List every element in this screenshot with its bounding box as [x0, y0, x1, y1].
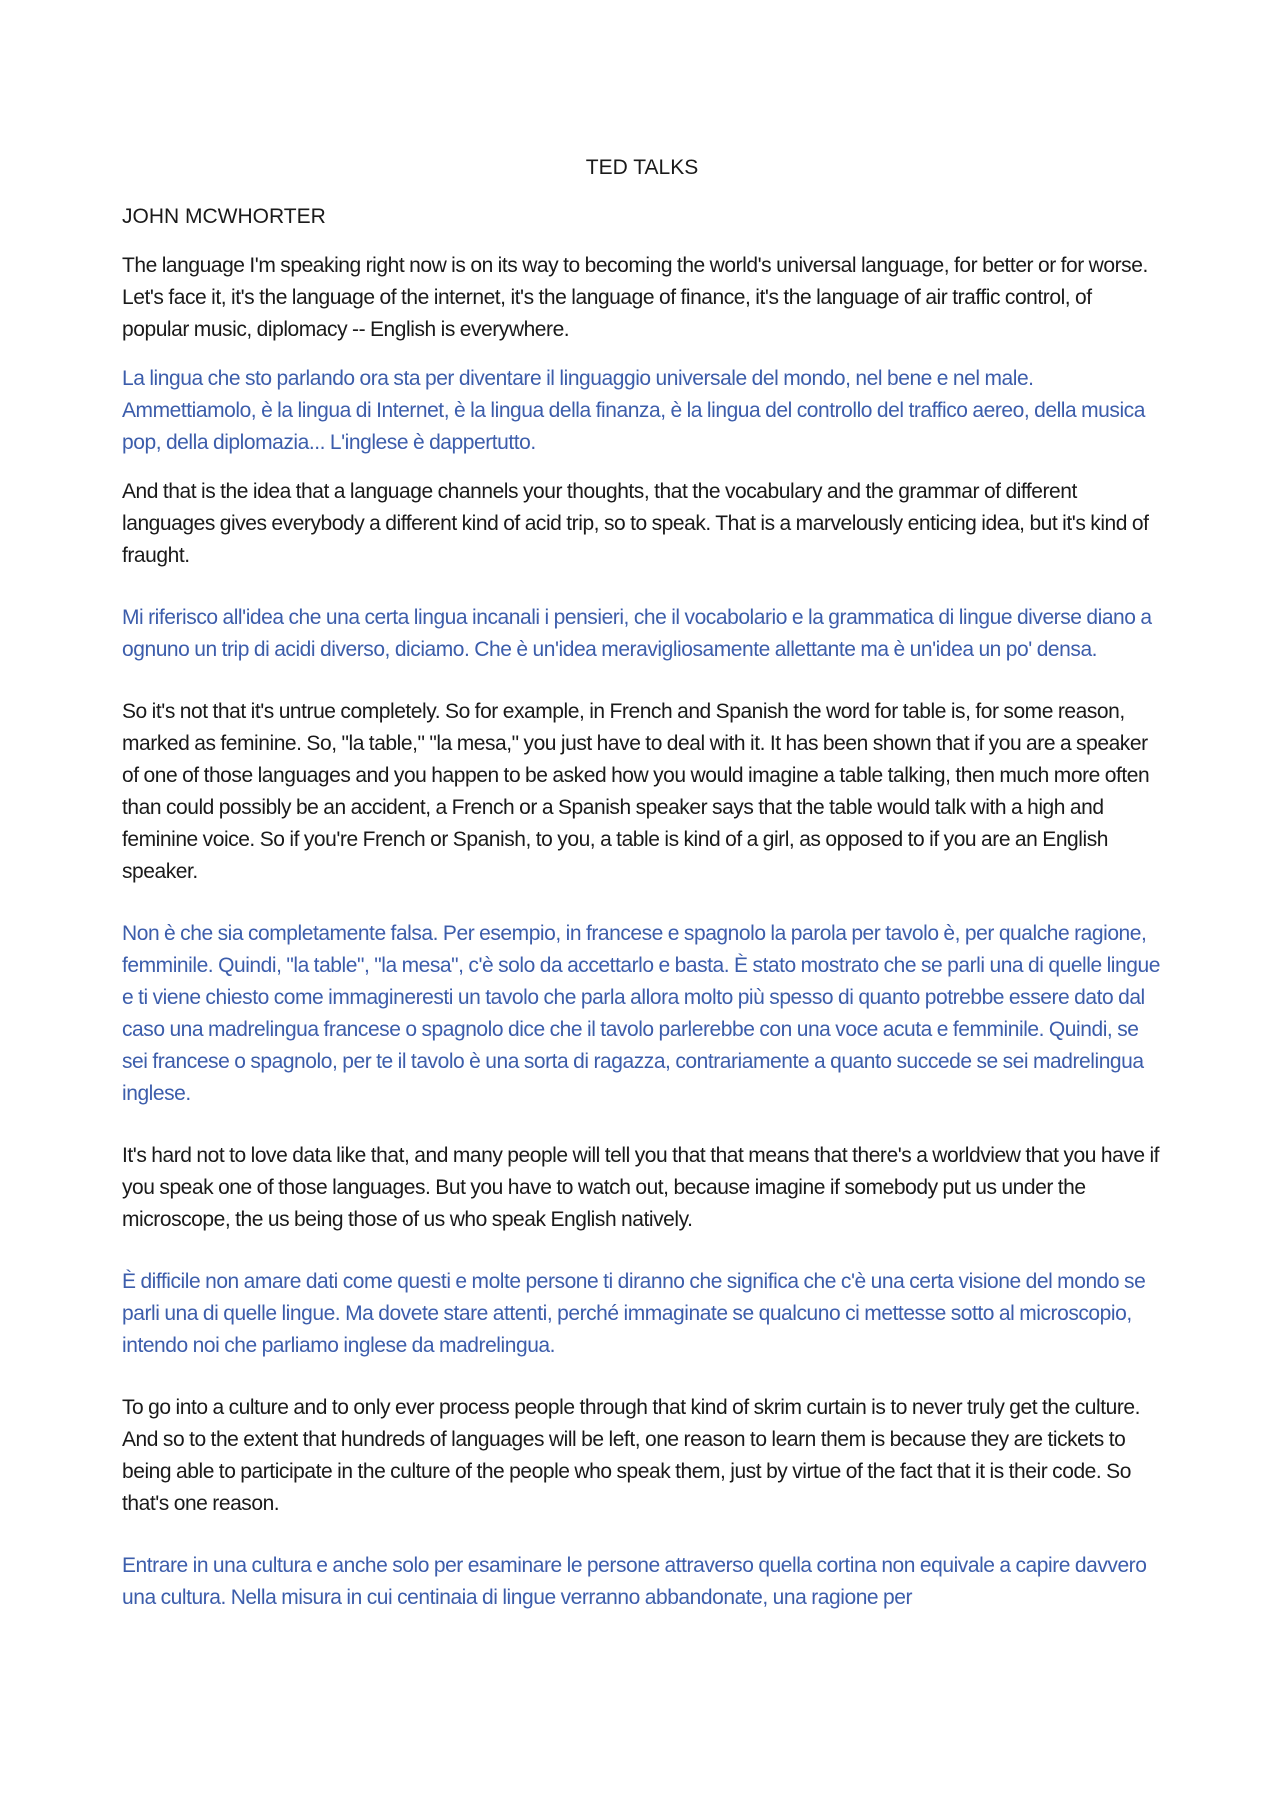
paragraph-italian-1: La lingua che sto parlando ora sta per diventare il linguaggio universale del mondo, nel bene e nel male. Ammettiamolo, è la lingua di Internet, è la lingua della finanza, è la lingua del controllo del traffico aereo, della musica pop, della diplomazia... L'inglese è dappertutto. [122, 367, 1145, 454]
document-body [122, 152, 1162, 1614]
paragraph-italian-3: Non è che sia completamente falsa. Per esempio, in francese e spagnolo la parola per tavolo è, per qualche ragione, femminile. Quindi, "la table", "la mesa", c'è solo da accettarlo e basta. È stato mostrato che se parli una di quelle lingue e ti viene chiesto come immagineresti un tavolo che parla allora molto più spesso di quanto potrebbe essere dato dal caso una madrelingua francese o spagnolo dice che il tavolo parlerebbe con una voce acuta e femminile. Quindi, se sei francese o spagnolo, per te il tavolo è una sorta di ragazza, contrariamente a quanto succede se sei madrelingua inglese. [122, 922, 1160, 1105]
paragraph-italian-2: Mi riferisco all'idea che una certa lingua incanali i pensieri, che il vocabolario e la grammatica di lingue diverse diano a ognuno un trip di acidi diverso, diciamo. Che è un'idea meravigliosamente allettante ma è un'idea un po' densa. [122, 606, 1152, 661]
paragraph-english-5: To go into a culture and to only ever process people through that kind of skrim curtain is to never truly get the culture. And so to the extent that hundreds of languages will be left, one reason to learn them is because they are tickets to being able to participate in the culture of the people who speak them, just by virtue of the fact that it is their code. So that's one reason. [122, 1396, 1141, 1515]
paragraph-english-2: And that is the idea that a language channels your thoughts, that the vocabulary and the grammar of different languages gives everybody a different kind of acid trip, so to speak. That is a marvelously enticing idea, but it's kind of fraught. [122, 480, 1149, 567]
paragraph-italian-5: Entrare in una cultura e anche solo per esaminare le persone attraverso quella cortina non equivale a capire davvero una cultura. Nella misura in cui centinaia di lingue verranno abbandonate, una ragione per [122, 1554, 1147, 1609]
paragraph-italian-4: È difficile non amare dati come questi e molte persone ti diranno che significa che c'è una certa visione del mondo se parli una di quelle lingue. Ma dovete stare attenti, perché immaginate se qualcuno ci mettesse sotto al microscopio, intendo noi che parliamo inglese da madrelingua. [122, 1270, 1146, 1357]
document-title: TED TALKS [585, 156, 699, 179]
author-name: JOHN MCWHORTER [122, 205, 326, 228]
paragraph-english-3: So it's not that it's untrue completely. So for example, in French and Spanish the word for table is, for some reason, marked as feminine. So, "la table," "la mesa," you just have to deal with it. It has been shown that if you are a speaker of one of those languages and you happen to be asked how you would imagine a table talking, then much more often than could possibly be an accident, a French or a Spanish speaker says that the table would talk with a high and feminine voice. So if you're French or Spanish, to you, a table is kind of a girl, as opposed to if you are an English speaker. [122, 700, 1150, 883]
paragraph-english-1: The language I'm speaking right now is on its way to becoming the world's universal language, for better or for worse. Let's face it, it's the language of the internet, it's the language of finance, it's the language of air traffic control, of popular music, diplomacy -- English is everywhere. [122, 254, 1148, 341]
paragraph-english-4: It's hard not to love data like that, and many people will tell you that that means that there's a worldview that you have if you speak one of those languages. But you have to watch out, because imagine if somebody put us under the microscope, the us being those of us who speak English natively. [122, 1144, 1160, 1231]
